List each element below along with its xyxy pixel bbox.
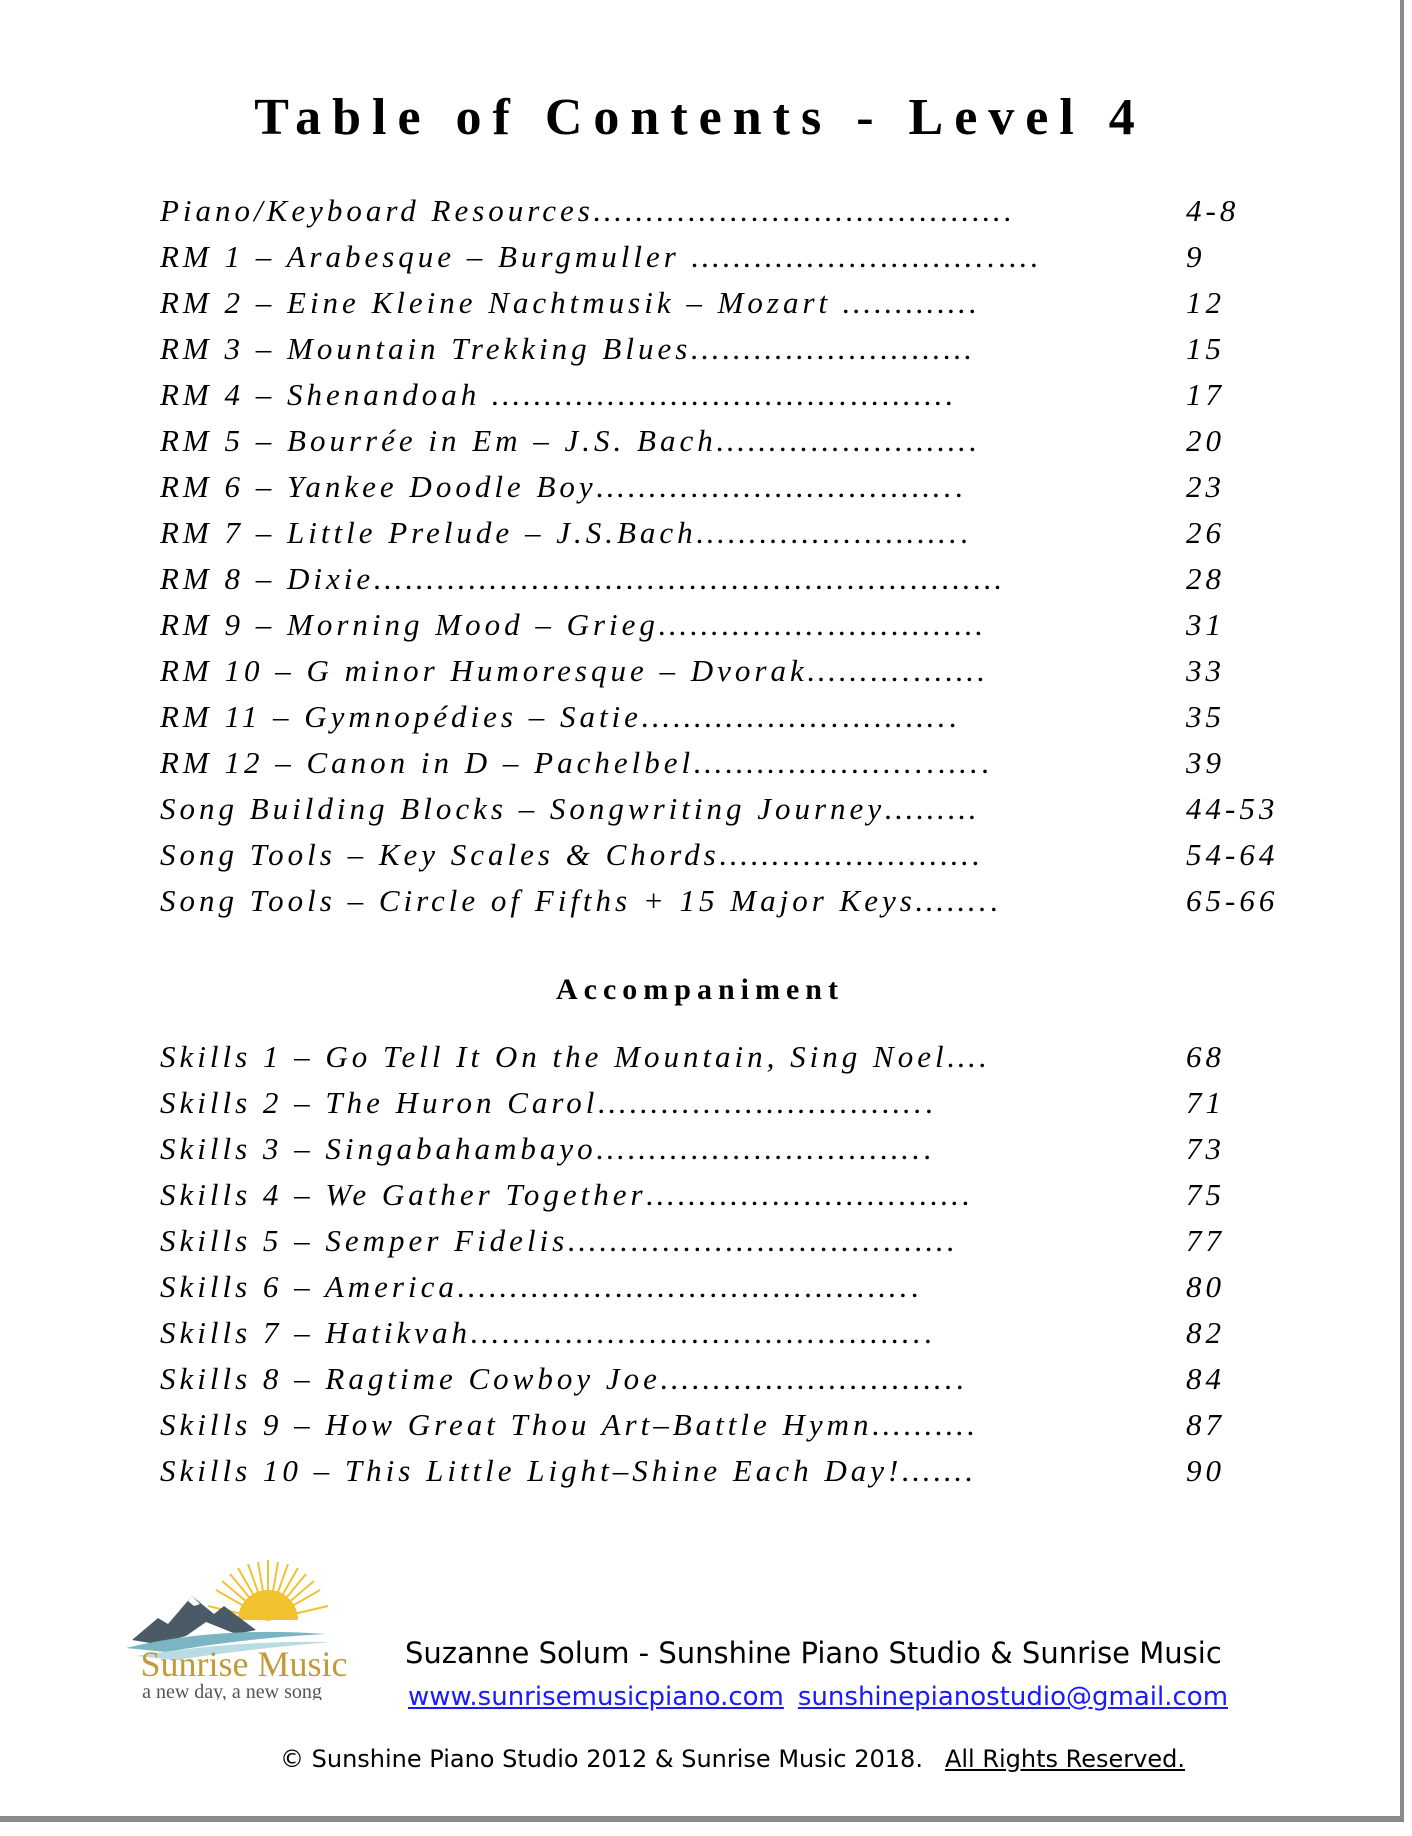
toc-entry-title: RM 10 – G minor Humoresque – Dvorak……….……. — [160, 653, 990, 688]
toc-entry-title: RM 2 – Eine Kleine Nachtmusik – Mozart …………. — [160, 285, 981, 320]
toc-entry-title: RM 12 – Canon in D – Pachelbel…………………..….. — [160, 745, 994, 780]
toc-page-number: 28 — [1186, 561, 1225, 596]
toc-page-number: 26 — [1186, 515, 1225, 550]
footer-author-line: Suzanne Solum - Sunshine Piano Studio & Sunrise Music — [405, 1636, 1222, 1670]
toc-entry-title: RM 7 – Little Prelude – J.S.Bach…………………….. — [160, 515, 973, 550]
toc-page-number: 84 — [1186, 1361, 1225, 1396]
toc-page-number: 54-64 — [1186, 837, 1279, 872]
toc-entry-title: RM 3 – Mountain Trekking Blues……………………… — [160, 331, 976, 366]
toc-entry-title: Piano/Keyboard Resources…………………………………. — [160, 193, 1016, 228]
toc-page-number: 20 — [1186, 423, 1225, 458]
toc-page-number: 9 — [1186, 239, 1206, 274]
rights-reserved-text: All Rights Reserved. — [944, 1745, 1185, 1773]
toc-entry-title: Skills 4 – We Gather Together…………………………. — [160, 1177, 974, 1212]
toc-entry-title: Skills 3 – Singabahambayo………………………….. — [160, 1131, 936, 1166]
toc-page-number: 15 — [1186, 331, 1225, 366]
toc-page-number: 68 — [1186, 1039, 1225, 1074]
toc-entry-title: RM 6 – Yankee Doodle Boy…………………………….. — [160, 469, 968, 504]
toc-entry-title: Song Building Blocks – Songwriting Journey……… — [160, 791, 980, 826]
toc-entry-title: RM 9 – Morning Mood – Grieg…………….…………… — [160, 607, 987, 642]
toc-entry-title: Skills 5 – Semper Fidelis………………………………. — [160, 1223, 959, 1258]
sunrise-music-logo — [96, 1548, 396, 1700]
toc-entry-title: Skills 9 – How Great Thou Art–Battle Hymn………. — [160, 1407, 979, 1442]
toc-entry-title: Skills 1 – Go Tell It On the Mountain, Sing Noel…. — [160, 1039, 991, 1074]
toc-entry-title: Skills 6 – America…………………………………….. — [160, 1269, 924, 1304]
toc-page-number: 4-8 — [1186, 193, 1240, 228]
toc-page-number: 33 — [1186, 653, 1225, 688]
toc-entry-title: Skills 7 – Hatikvah…………………………………….. — [160, 1315, 937, 1350]
toc-page-number: 87 — [1186, 1407, 1225, 1442]
email-link[interactable]: sunshinepianostudio@gmail.com — [797, 1682, 1229, 1712]
copyright-text: © Sunshine Piano Studio 2012 & Sunrise Music 2018. — [280, 1745, 923, 1773]
toc-page-number: 17 — [1186, 377, 1225, 412]
toc-entry-title: Skills 10 – This Little Light–Shine Each Day!……. — [160, 1453, 978, 1488]
toc-entry-title: RM 1 – Arabesque – Burgmuller ………………………..…. — [160, 239, 1043, 274]
toc-entry-title: RM 4 – Shenandoah …………………………….………. — [160, 377, 958, 412]
logo-name: Sunrise Music — [140, 1644, 348, 1684]
toc-page-number: 80 — [1186, 1269, 1225, 1304]
toc-page-number: 35 — [1186, 699, 1225, 734]
logo-graphic — [96, 1548, 396, 1700]
toc-page-number: 90 — [1186, 1453, 1225, 1488]
toc-page-number: 39 — [1186, 745, 1225, 780]
footer-links — [408, 1682, 1228, 1712]
toc-entry-title: RM 11 – Gymnopédies – Satie……………….……….. — [160, 699, 962, 734]
toc-entry-title: RM 5 – Bourrée in Em – J.S. Bach……………………. — [160, 423, 981, 458]
accompaniment-heading: Accompaniment — [556, 973, 844, 1006]
toc-entry-title: Song Tools – Key Scales & Chords……………………. — [160, 837, 984, 872]
toc-entry-title: RM 8 – Dixie…………………………………………………… — [160, 561, 1006, 596]
toc-page-number: 77 — [1186, 1223, 1225, 1258]
toc-entry-title: Skills 8 – Ragtime Cowboy Joe……………………….. — [160, 1361, 969, 1396]
toc-page-number: 44-53 — [1186, 791, 1279, 826]
page-title: Table of Contents - Level 4 — [254, 89, 1146, 146]
toc-page-number: 73 — [1186, 1131, 1225, 1166]
page-edge-right — [1400, 0, 1404, 1822]
logo-tagline: a new day, a new song — [142, 1681, 322, 1700]
website-link[interactable]: www.sunrisemusicpiano.com — [408, 1682, 784, 1712]
toc-page-number: 75 — [1186, 1177, 1225, 1212]
toc-page-number: 31 — [1186, 607, 1225, 642]
toc-page-number: 23 — [1186, 469, 1225, 504]
toc-entry-title: Skills 2 – The Huron Carol………………………….. — [160, 1085, 938, 1120]
toc-page-number: 12 — [1186, 285, 1225, 320]
toc-page-number: 71 — [1186, 1085, 1225, 1120]
page-edge-bottom — [0, 1816, 1404, 1822]
toc-page-number: 82 — [1186, 1315, 1225, 1350]
toc-entry-title: Song Tools – Circle of Fifths + 15 Major Keys…….. — [160, 883, 1003, 918]
footer-copyright — [280, 1745, 1185, 1773]
toc-page-number: 65-66 — [1186, 883, 1279, 918]
